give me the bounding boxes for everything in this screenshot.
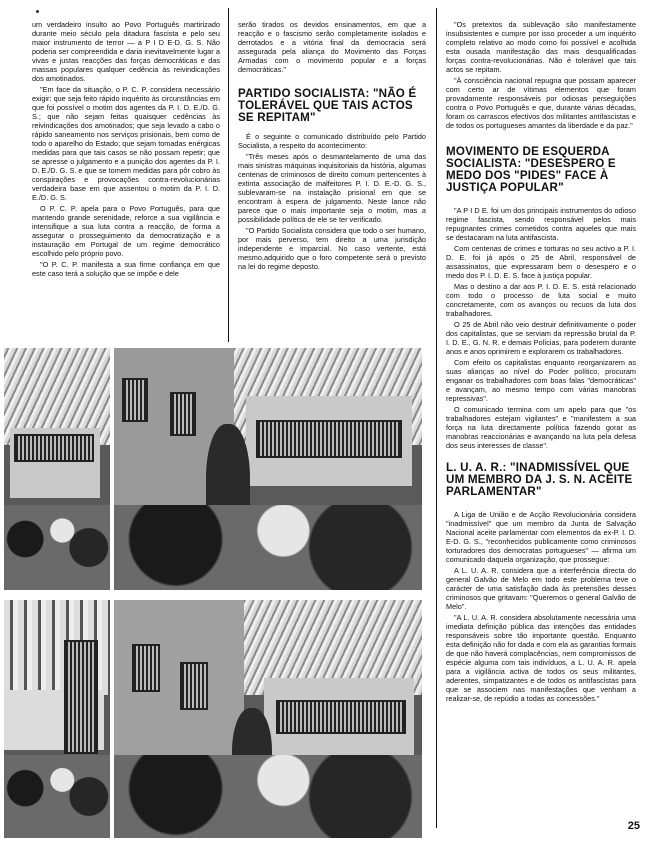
paragraph: O P. C. P. apela para o Povo Português, para que mantendo grande serenidade, reforce a sua vigilância e intensifique a sua luta contra a reacção, de forma a assegurar o prosseguimento da democratização e a instauração em Portugal de um regime democrático escolhido pelo próprio povo. bbox=[32, 204, 220, 258]
photo-crowd-prison-gate-3 bbox=[4, 600, 110, 838]
column-3 bbox=[446, 20, 636, 820]
photo-crowd-prison-gate-2 bbox=[114, 348, 422, 590]
paragraph: Com centenas de crimes e torturas no seu activo a P. I. D. E. foi já após o 25 de Abril, responsável de assassinatos, que expressaram bem o desespero e o medo dos P. I. D. E. S. face à justiça popular. bbox=[446, 244, 636, 280]
column-rule bbox=[436, 8, 437, 828]
section-heading: MOVIMENTO DE ESQUERDA SOCIALISTA: "DESESPERO E MEDO DOS "PIDES" FACE À JUSTIÇA POPULAR" bbox=[446, 145, 616, 194]
column-2 bbox=[238, 20, 426, 342]
paragraph: um verdadeiro insulto ao Povo Português martirizado durante meio século pela ditadura fascista e pelo seu maior instrumento de terror — a P I D E-D. G. S. Não poderia ser compreendida e daria inevitavelmente lugar a vivas e justas reacções das forças democráticas e das massas populares qualquer cedência às reivindicações dos amotinados. bbox=[32, 20, 220, 83]
column-rule bbox=[228, 8, 229, 342]
section-heading: L. U. A. R.: "INADMISSÍVEL QUE UM MEMBRO DA J. S. N. ACEITE PARLAMENTAR" bbox=[446, 461, 633, 498]
paragraph: "Os pretextos da sublevação são manifestamente insubsistentes e cumpre por isso proceder a um inquérito completo relativo ao modo como foi possível e acolhida esta ousada manifestação das mais desqualificadas forças contra-revolucionárias. Não é tolerável que tais actos se repitam. bbox=[446, 20, 636, 74]
column-1 bbox=[32, 20, 220, 342]
paragraph: O 25 de Abril não veio destruir definitivamente o poder dos capitalistas, que se serviam da repressão brutal da P. I. D. E., G. N. R. e demais Polícias, para poderem durante anos e anos oprimirem e explorarem os trabalhadores. bbox=[446, 320, 636, 356]
paragraph: "A P I D E. foi um dos principais instrumentos do odioso regime fascista, sendo responsável pelos mais repugnantes crimes cometidos contra aqueles que mais se destacaram na luta antifascista. bbox=[446, 206, 636, 242]
paragraph: Mas o destino a dar aos P. I. D. E. S. está relacionado com todo o processo de luta social e muito concretamente, com os avanços ou recuos da luta dos trabalhadores. bbox=[446, 282, 636, 318]
paragraph: "A L. U. A. R. considera absolutamente necessária uma imediata definição pública das intenções das entidades responsáveis sobre tão importante questão. Enquanto esta definição não for dada e com ela as garantias formais de que não haverá complacências, nem compromissos de espécie alguma com tais indivíduos, a L. U. A. R. apela para a vigilância activa de todos os seus militantes, aderentes, simpatizantes e de todos os antifascistas para que se associem nas manifestações que venham a realizar-se, de repúdio a todas as concessões." bbox=[446, 613, 636, 703]
paragraph: Com efeito os capitalistas enquanto reorganizarem as suas alianças ao nível do Poder político, procuram enganar os trabalhadores com boas falas "democráticas" e avançam, ao mesmo tempo com várias manobras repressivas". bbox=[446, 358, 636, 403]
ornament-dot bbox=[36, 10, 39, 13]
paragraph: "Três meses após o desmantelamento de uma das mais sinistras máquinas inquisitoriais da história, algumas centenas de criminosos de direito comum pertencentes à extinta associação de malfeitores P. I. D. E.-D. G. S., sublevaram-se na instalação prisional em que se encontram à espera de julgamento. Neste lance não parece que o mais importante seja o motim, mas a possibilidade política de ele se ter verificado. bbox=[238, 152, 426, 224]
paragraph: É o seguinte o comunicado distribuído pelo Partido Socialista, a respeito do acontecimento: bbox=[238, 132, 426, 150]
paragraph: A Liga de União e de Acção Revolucionária considera "inadmissível" que um membro da Junta de Salvação Nacional aceite parlamentar com elementos da ex-P. I. D. E-D. G. S., "reconhecidos publicamente como criminosos torturadores dos democratas portugueses" — afirma um comunicado daquela organização, que prossegue: bbox=[446, 510, 636, 564]
page-number: 25 bbox=[627, 820, 640, 832]
paragraph: O comunicado termina com um apelo para que "os trabalhadores estejam vigilantes" e "manifestem a sua força na luta directamente política fazendo gorar as manobras reaccionárias e avançando na luta pela defesa dos seus interesses de classe". bbox=[446, 405, 636, 450]
paragraph: A L. U. A. R. considera que a interferência directa do general Galvão de Melo em todo este problema teve o carácter de uma satisfação dada às pretensões desses criminosos que gritavam: "Queremos o general Galvão de Melo". bbox=[446, 566, 636, 611]
paragraph: "Em face da situação, o P. C. P. considera necessário exigir: que seja feito rápido inquérito às circunstâncias em que foi possível o motim dos agentes da P. I. D. E./D. G. S.; que não sejam feitas quaisquer cedências às reivindicações dos amotinados; que seja levado a cabo o rápido saneamento nos serviços prisionais, bem como de todo o aparelho do Estado; que sejam tomadas enérgicas medidas para que tais casos se não possam repetir; que se apresse o julgamento e a punição dos agentes da P. I. D. E./D. G. S. e que se tomem medidas para pôr cobro às conspirações e provocações contra-revolucionárias verdadeira base em que assentou o motim da P. I. D. E./D. G. S. bbox=[32, 85, 220, 202]
paragraph: "À consciência nacional repugna que possam aparecer com certo ar de vítimas elementos que foram provadamente responsáveis por odiosas perseguições contra o Povo Português e que, durante várias décadas, foram os carrascos efectivos dos militantes antifascistas e de todos os portugueses amantes da liberdade e da paz." bbox=[446, 76, 636, 130]
photo-crowd-prison-gate-4 bbox=[114, 600, 422, 838]
paragraph: serão tirados os devidos ensinamentos, em que a reacção e o fascismo serão completamente isolados e derrotados e a vitória final da democracia será assegurada pela aliança do Movimento das Forças Armadas com o movimento popular e a forças democráticas." bbox=[238, 20, 426, 74]
photo-crowd-prison-gate-1 bbox=[4, 348, 110, 590]
paragraph: "O Partido Socialista considera que todo o ser humano, por mais perverso, tem direito a uma jurisdição independente e imparcial. No caso vertente, está mesmo,adquirido que o foro competente será o previsto na lei do regime deposto. bbox=[238, 226, 426, 271]
paragraph: "O P. C. P. manifesta a sua firme confiança em que este caso terá a solução que se impõe e dele bbox=[32, 260, 220, 278]
section-heading: PARTIDO SOCIALISTA: "NÃO É TOLERÁVEL QUE TAIS ACTOS SE REPITAM" bbox=[238, 87, 417, 124]
